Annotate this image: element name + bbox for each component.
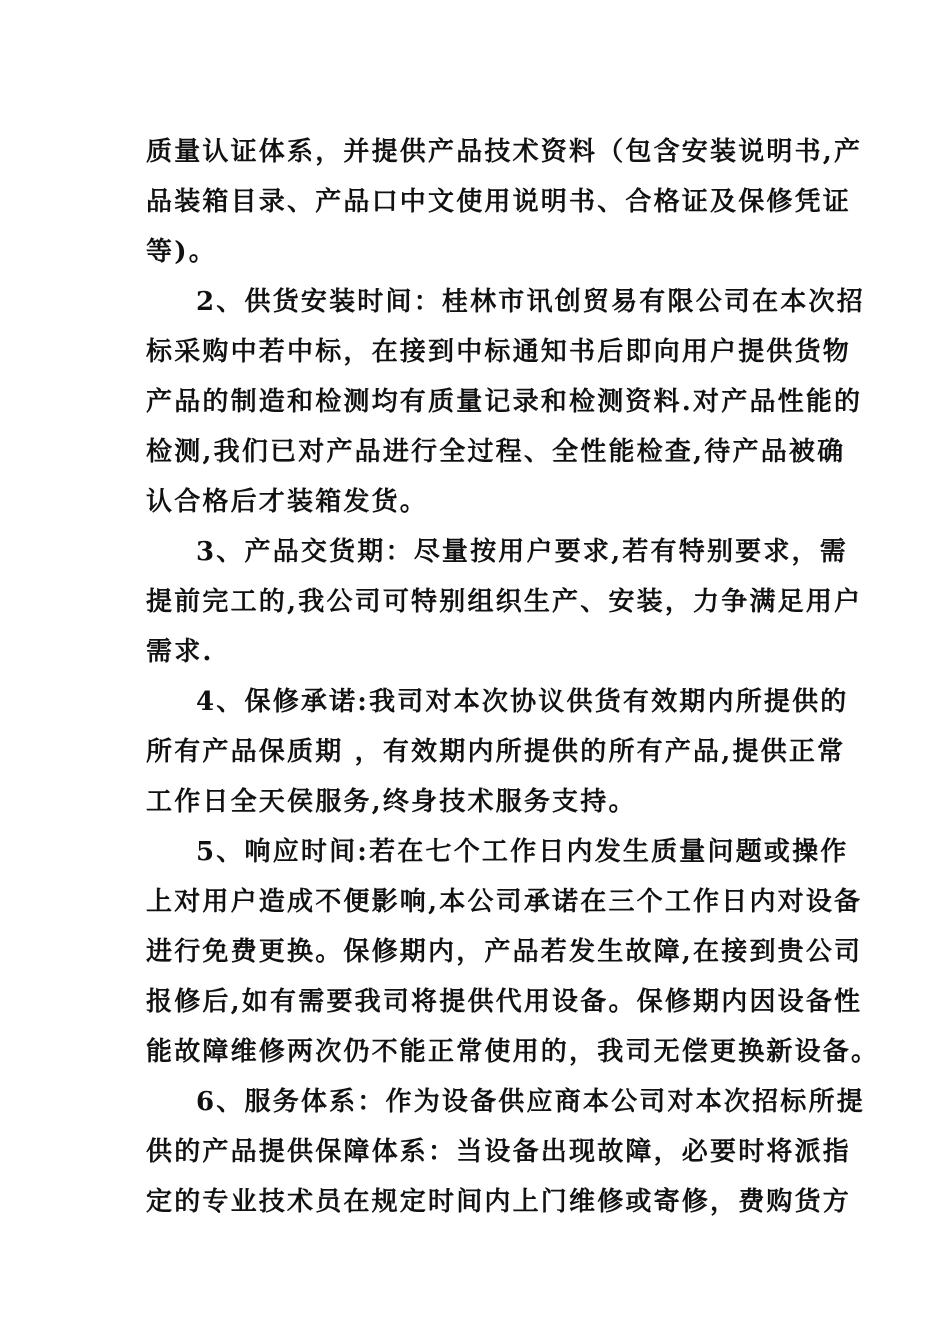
paragraph-2-line-5: 认合格后才装箱发货。: [146, 487, 429, 517]
paragraph-5-line-3: 进行免费更换。保修期内，产品若发生故障,在接到贵公司: [146, 937, 863, 967]
paragraph-3-line-3: 需求.: [146, 637, 214, 667]
paragraph-4-line-3: 工作日全天侯服务,终身技术服务支持。: [146, 787, 637, 817]
paragraph-2-line-1: 2、供货安装时间：桂林市讯创贸易有限公司在本次招: [196, 287, 865, 317]
paragraph-2-line-4: 检测,我们已对产品进行全过程、全性能检查,待产品被确: [146, 437, 846, 467]
paragraph-1-line-3: 等)。: [146, 237, 217, 267]
paragraph-5-line-4: 报修后,如有需要我司将提供代用设备。保修期内因设备性: [146, 987, 863, 1017]
paragraph-3-line-1: 3、产品交货期：尽量按用户要求,若有特别要求，需: [196, 537, 848, 567]
paragraph-1-line-1: 质量认证体系，并提供产品技术资料（包含安装说明书,产: [146, 137, 863, 167]
paragraph-1-line-2: 品装箱目录、产品口中文使用说明书、合格证及保修凭证: [146, 187, 852, 217]
paragraph-6-line-1: 6、服务体系：作为设备供应商本公司对本次招标所提: [196, 1087, 865, 1117]
paragraph-6-line-2: 供的产品提供保障体系：当设备出现故障，必要时将派指: [146, 1137, 852, 1167]
paragraph-5-line-1: 5、响应时间:若在七个工作日内发生质量问题或操作: [196, 837, 849, 867]
paragraph-6-line-3: 定的专业技术员在规定时间内上门维修或寄修，费购货方: [146, 1187, 852, 1217]
paragraph-2-line-2: 标采购中若中标，在接到中标通知书后即向用户提供货物: [146, 337, 852, 367]
paragraph-2-line-3: 产品的制造和检测均有质量记录和检测资料.对产品性能的: [146, 387, 863, 417]
paragraph-4-line-1: 4、保修承诺:我司对本次协议供货有效期内所提供的: [196, 687, 849, 717]
paragraph-4-line-2: 所有产品保质期 ，有效期内所提供的所有产品,提供正常: [146, 737, 846, 767]
paragraph-3-line-2: 提前完工的,我公司可特别组织生产、安装，力争满足用户: [146, 587, 863, 617]
paragraph-5-line-2: 上对用户造成不便影响,本公司承诺在三个工作日内对设备: [146, 887, 863, 917]
paragraph-5-line-5: 能故障维修两次仍不能正常使用的，我司无偿更换新设备。: [146, 1037, 880, 1067]
